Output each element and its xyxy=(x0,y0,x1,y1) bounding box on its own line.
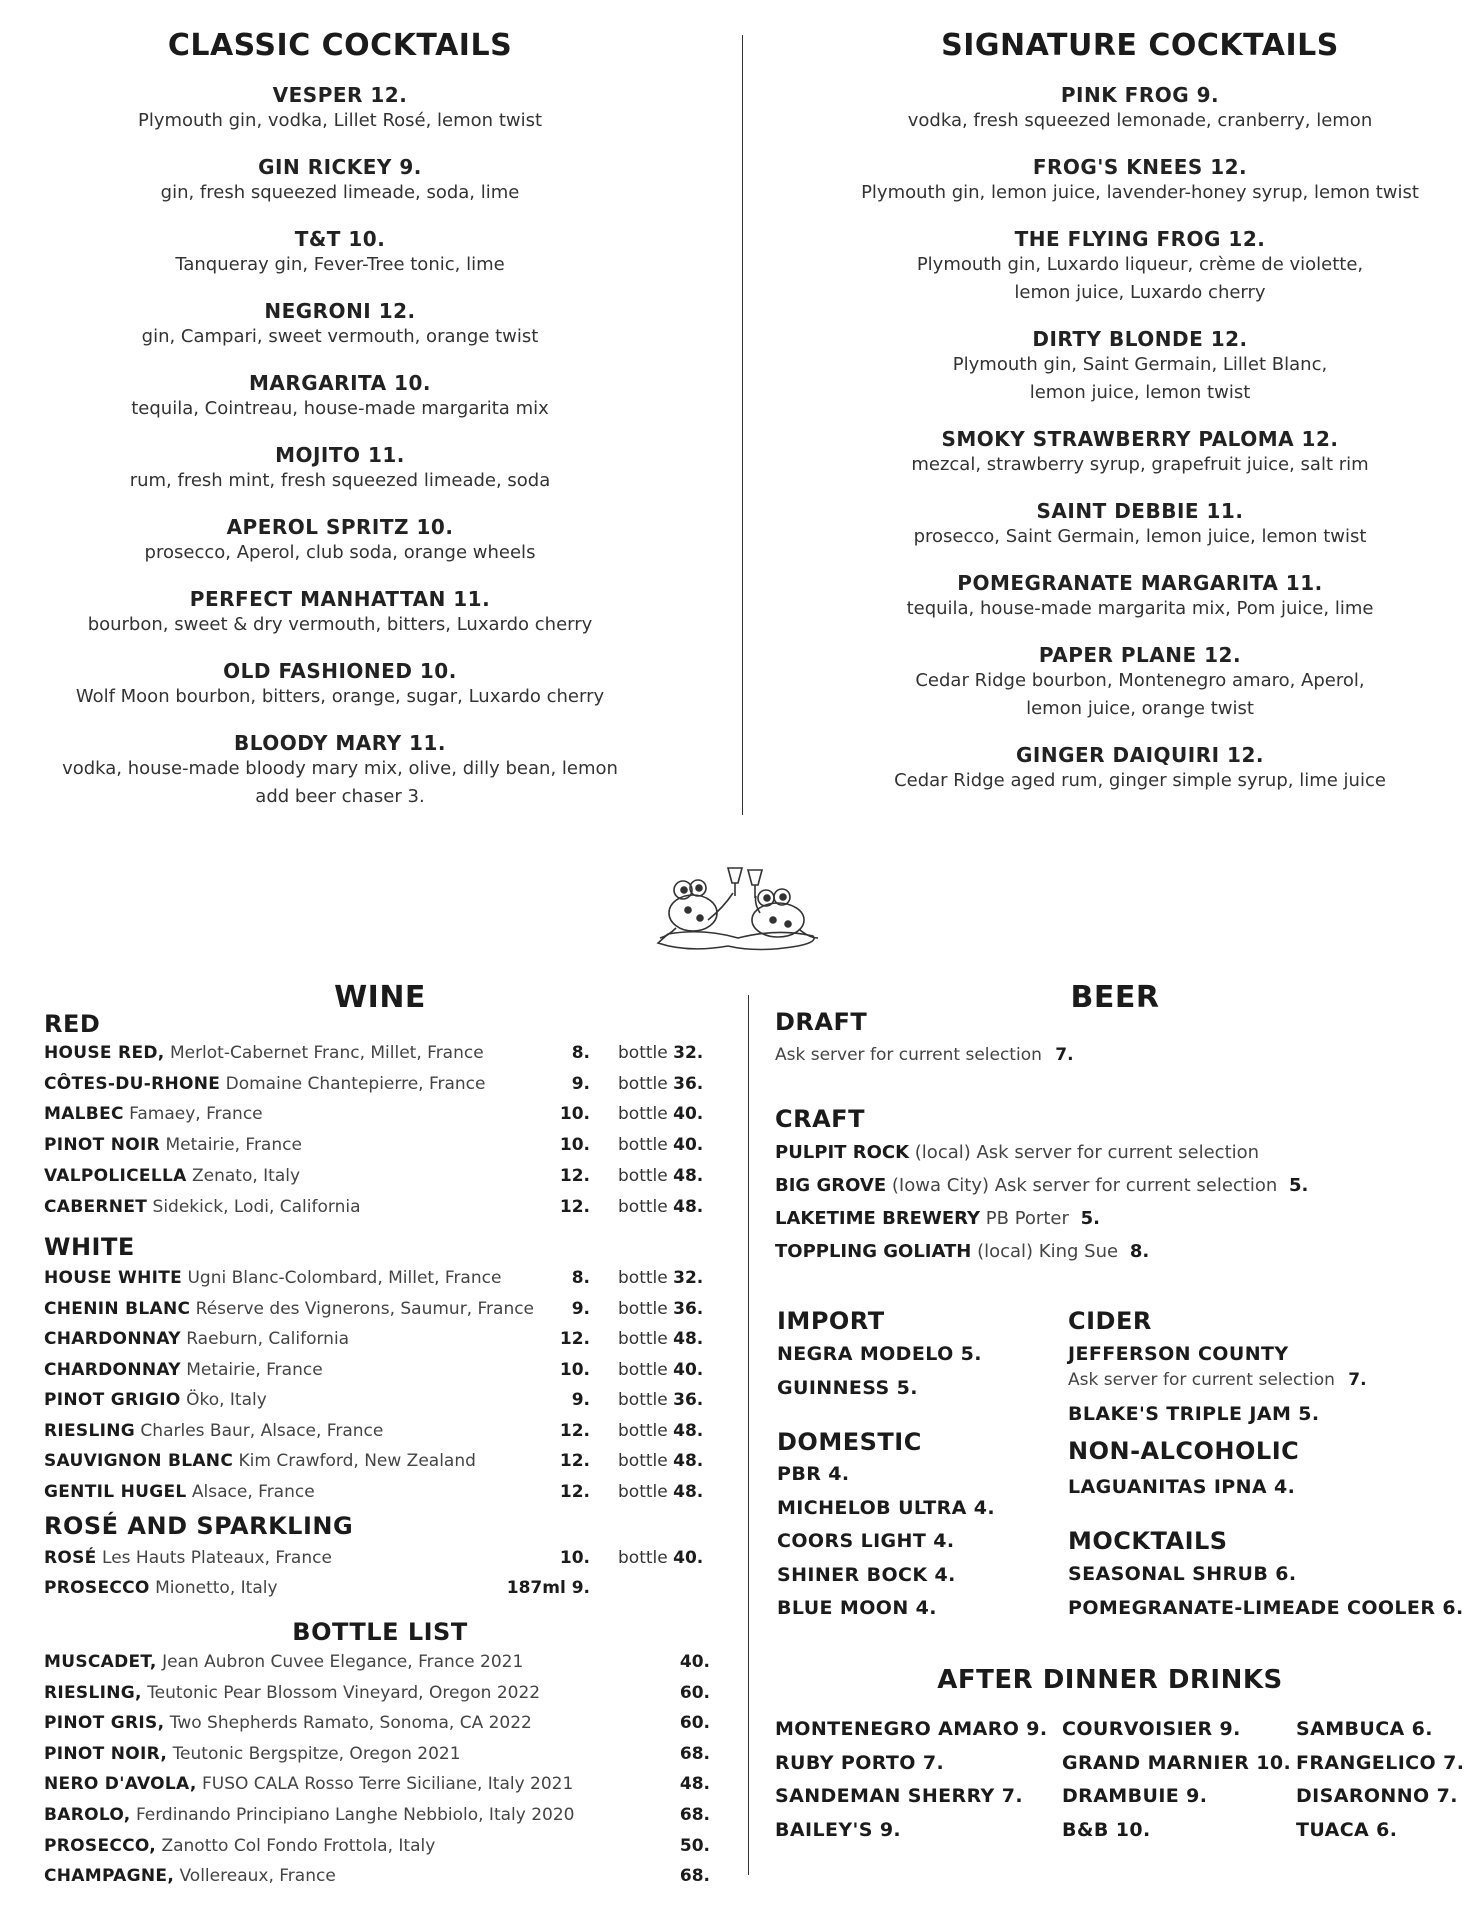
cider-heading: CIDER xyxy=(1068,1307,1152,1335)
wine-name: RIESLING xyxy=(44,1420,136,1441)
bottle-price-value: 48. xyxy=(673,1451,704,1471)
cocktail-item xyxy=(30,83,650,135)
glass-price: 12. xyxy=(559,1420,590,1441)
wine-description: Famaey, France xyxy=(129,1104,263,1125)
wine-name: PINOT NOIR xyxy=(44,1135,161,1156)
cocktail-item xyxy=(825,155,1455,207)
bottle-list-row xyxy=(44,1744,461,1764)
wine-name: CHARDONNAY xyxy=(44,1359,181,1380)
bottle-price-value: 48. xyxy=(673,1165,704,1186)
bottle-label: bottle xyxy=(618,1104,668,1125)
bottle-list-row xyxy=(44,1652,523,1672)
cocktail-name: SMOKY STRAWBERRY PALOMA 12. xyxy=(941,427,1339,451)
wine-row xyxy=(44,1421,383,1441)
bottle-label: bottle xyxy=(618,1481,668,1502)
draft-note xyxy=(775,1045,1074,1065)
cocktail-name: APEROL SPRITZ 10. xyxy=(226,515,454,539)
wine-name: HOUSE WHITE xyxy=(44,1268,183,1288)
wine-name: VALPOLICELLA xyxy=(44,1165,187,1186)
wine-row xyxy=(44,1451,476,1471)
domestic-item: MICHELOB ULTRA 4. xyxy=(777,1496,996,1519)
craft-heading: CRAFT xyxy=(775,1105,865,1133)
cocktail-description: tequila, Cointreau, house-made margarita mix xyxy=(131,398,549,419)
bottle-price-value: 40. xyxy=(673,1359,704,1380)
bottle-price-value: 32. xyxy=(673,1268,704,1288)
beer-description: (Iowa City) Ask server for current selection xyxy=(891,1175,1278,1196)
cocktail-description: tequila, house-made margarita mix, Pom juice, lime xyxy=(906,598,1374,619)
rose-sparkling-heading: ROSÉ AND SPARKLING xyxy=(44,1512,354,1540)
wine-title: WINE xyxy=(334,980,426,1015)
cocktails-divider xyxy=(742,35,743,815)
domestic-heading: DOMESTIC xyxy=(777,1428,922,1456)
cocktail-item xyxy=(825,327,1455,407)
bottle-price xyxy=(618,1104,703,1124)
beer-description: PB Porter xyxy=(985,1208,1069,1229)
wine-name: MUSCADET, xyxy=(44,1652,157,1672)
bottle-price xyxy=(618,1451,703,1471)
beer-price: 5. xyxy=(1289,1175,1309,1196)
wine-description: Teutonic Pear Blossom Vineyard, Oregon 2022 xyxy=(147,1682,541,1703)
cocktail-description: Cedar Ridge bourbon, Montenegro amaro, Aperol, xyxy=(915,670,1365,691)
cocktail-name: VESPER 12. xyxy=(272,83,408,107)
wine-name: PINOT GRIS, xyxy=(44,1713,165,1734)
cider-item: BLAKE'S TRIPLE JAM 5. xyxy=(1068,1403,1320,1425)
bottle-price-value: 40. xyxy=(673,1104,704,1125)
wine-name: CHAMPAGNE, xyxy=(44,1866,175,1887)
draft-heading: DRAFT xyxy=(775,1008,868,1036)
wine-row xyxy=(44,1197,361,1217)
bottle-price-value: 48. xyxy=(673,1481,704,1502)
beer-description: (local) King Sue xyxy=(977,1241,1119,1262)
wine-description: Zanotto Col Fondo Frottola, Italy xyxy=(161,1835,436,1856)
bottle-list-price: 40. xyxy=(679,1652,710,1672)
wine-description: FUSO CALA Rosso Terre Siciliane, Italy 2021 xyxy=(202,1774,574,1795)
bottle-list-price: 68. xyxy=(679,1805,710,1825)
wine-name: HOUSE RED, xyxy=(44,1043,165,1063)
wine-name: BAROLO, xyxy=(44,1805,131,1825)
draft-price: 7. xyxy=(1055,1045,1074,1065)
wine-description: Teutonic Bergspitze, Oregon 2021 xyxy=(172,1743,461,1764)
cocktail-item xyxy=(825,743,1455,795)
bottle-label: bottle xyxy=(618,1135,668,1156)
wine-description: Vollereaux, France xyxy=(179,1866,336,1887)
wine-description: Raeburn, California xyxy=(186,1329,350,1349)
bottle-list-row xyxy=(44,1774,573,1794)
beer-price: 5. xyxy=(1080,1208,1100,1229)
white-heading: WHITE xyxy=(44,1233,135,1261)
cocktail-item xyxy=(825,227,1455,307)
signature-cocktails-title: SIGNATURE COCKTAILS xyxy=(941,28,1339,63)
cocktail-description: gin, fresh squeezed limeade, soda, lime xyxy=(160,182,520,203)
wine-name: ROSÉ xyxy=(44,1548,97,1568)
cocktail-description: Cedar Ridge aged rum, ginger simple syrup, lime juice xyxy=(894,770,1386,791)
bottle-price xyxy=(618,1299,703,1319)
frogs-toasting-illustration xyxy=(648,858,828,958)
after-dinner-title: AFTER DINNER DRINKS xyxy=(937,1665,1283,1695)
cocktail-description: prosecco, Saint Germain, lemon juice, lemon twist xyxy=(913,526,1367,547)
wine-name: PROSECCO, xyxy=(44,1835,157,1856)
import-item: GUINNESS 5. xyxy=(777,1377,918,1399)
wine-description: Öko, Italy xyxy=(186,1390,267,1410)
bottle-price-value: 40. xyxy=(673,1548,704,1568)
bottle-label: bottle xyxy=(618,1451,668,1471)
wine-description: Ugni Blanc-Colombard, Millet, France xyxy=(187,1268,502,1288)
non-alcoholic-item: LAGUANITAS IPNA 4. xyxy=(1068,1476,1296,1498)
cocktail-item xyxy=(30,443,650,495)
cocktail-name: OLD FASHIONED 10. xyxy=(223,659,457,683)
mocktail-item: POMEGRANATE-LIMEADE COOLER 6. xyxy=(1068,1597,1464,1619)
bottle-price xyxy=(618,1135,703,1155)
cocktail-description: lemon juice, orange twist xyxy=(1026,698,1254,719)
glass-price: 8. xyxy=(571,1043,590,1063)
mocktail-item: SEASONAL SHRUB 6. xyxy=(1068,1563,1297,1585)
cocktail-description: rum, fresh mint, fresh squeezed limeade, soda xyxy=(129,470,551,491)
bottle-price-value: 32. xyxy=(673,1043,704,1063)
cocktail-description: Tanqueray gin, Fever-Tree tonic, lime xyxy=(175,254,505,275)
glass-price: 12. xyxy=(559,1165,590,1186)
after-dinner-item: FRANGELICO 7. xyxy=(1296,1751,1465,1774)
glass-price: 9. xyxy=(571,1073,590,1094)
cocktail-description: Plymouth gin, Saint Germain, Lillet Blanc, xyxy=(952,354,1328,375)
wine-description: Merlot-Cabernet Franc, Millet, France xyxy=(169,1043,484,1063)
wine-row xyxy=(44,1548,332,1568)
cocktail-description: Plymouth gin, lemon juice, lavender-honey syrup, lemon twist xyxy=(861,182,1419,203)
cocktail-item xyxy=(825,643,1455,723)
bottle-price-value: 36. xyxy=(673,1390,704,1410)
cocktail-name: PERFECT MANHATTAN 11. xyxy=(189,587,491,611)
after-dinner-item: B&B 10. xyxy=(1062,1818,1151,1841)
craft-beer-row xyxy=(775,1241,1149,1262)
bottle-price-value: 48. xyxy=(673,1420,704,1441)
bottle-price xyxy=(618,1043,703,1063)
cocktail-name: GIN RICKEY 9. xyxy=(258,155,422,179)
glass-price: 10. xyxy=(559,1104,590,1125)
beer-name: PULPIT ROCK xyxy=(775,1142,910,1163)
cocktail-name: GINGER DAIQUIRI 12. xyxy=(1016,743,1264,767)
wine-row xyxy=(44,1135,302,1155)
signature-cocktails-section xyxy=(825,28,1455,815)
beer-name: TOPPLING GOLIATH xyxy=(775,1241,972,1262)
bottle-price xyxy=(618,1421,703,1441)
cocktail-description: vodka, house-made bloody mary mix, olive, dilly bean, lemon xyxy=(62,758,618,779)
after-dinner-item: SANDEMAN SHERRY 7. xyxy=(775,1785,1023,1807)
glass-price: 12. xyxy=(559,1481,590,1502)
wine-description: Metairie, France xyxy=(186,1359,323,1380)
cocktail-name: FROG'S KNEES 12. xyxy=(1032,155,1248,179)
after-dinner-item: DISARONNO 7. xyxy=(1296,1785,1458,1807)
bottle-price xyxy=(618,1482,703,1502)
glass-price: 10. xyxy=(559,1548,590,1568)
after-dinner-item: BAILEY'S 9. xyxy=(775,1818,902,1841)
wine-row xyxy=(44,1578,278,1598)
wine-row xyxy=(44,1299,534,1319)
wine-description: Sidekick, Lodi, California xyxy=(152,1196,361,1217)
bottle-list-row xyxy=(44,1866,336,1886)
after-dinner-item: RUBY PORTO 7. xyxy=(775,1751,945,1774)
bottle-price xyxy=(618,1360,703,1380)
signature-cocktails-list xyxy=(825,83,1455,795)
wine-description: Zenato, Italy xyxy=(191,1165,301,1186)
glass-price: 12. xyxy=(559,1451,590,1471)
wine-name: NERO D'AVOLA, xyxy=(44,1774,197,1795)
bottle-label: bottle xyxy=(618,1043,668,1063)
cocktail-item xyxy=(30,155,650,207)
cocktail-name: NEGRONI 12. xyxy=(264,299,416,323)
wine-description: Réserve des Vignerons, Saumur, France xyxy=(195,1298,535,1319)
cocktail-name: SAINT DEBBIE 11. xyxy=(1036,499,1244,523)
beer-description: (local) Ask server for current selection xyxy=(914,1142,1260,1163)
cocktail-item xyxy=(825,499,1455,551)
import-item: NEGRA MODELO 5. xyxy=(777,1343,982,1365)
bottle-list-price: 50. xyxy=(679,1835,710,1856)
bottle-price xyxy=(618,1548,703,1568)
wine-name: GENTIL HUGEL xyxy=(44,1481,187,1502)
domestic-item: BLUE MOON 4. xyxy=(777,1597,937,1619)
cocktail-item xyxy=(30,659,650,711)
beer-title: BEER xyxy=(1070,980,1160,1015)
bottle-list-row xyxy=(44,1713,532,1733)
cocktail-description: mezcal, strawberry syrup, grapefruit juice, salt rim xyxy=(911,454,1369,475)
cocktail-name: THE FLYING FROG 12. xyxy=(1014,227,1266,251)
wine-row xyxy=(44,1360,323,1380)
bottle-price-value: 48. xyxy=(673,1329,704,1349)
wine-description: Charles Baur, Alsace, France xyxy=(140,1420,384,1441)
bottle-price-value: 40. xyxy=(673,1135,704,1156)
bottle-label: bottle xyxy=(618,1390,668,1410)
bottle-price xyxy=(618,1197,703,1217)
cocktail-name: MARGARITA 10. xyxy=(249,371,431,395)
wine-row xyxy=(44,1074,486,1094)
wine-row xyxy=(44,1166,300,1186)
cider-note-text: Ask server for current selection xyxy=(1068,1370,1335,1390)
after-dinner-item: GRAND MARNIER 10. xyxy=(1062,1751,1292,1774)
bottle-list-row xyxy=(44,1683,540,1703)
wine-description: Kim Crawford, New Zealand xyxy=(238,1451,476,1471)
cocktail-name: BLOODY MARY 11. xyxy=(234,731,446,755)
cocktail-item xyxy=(30,731,650,811)
bottle-list-row xyxy=(44,1836,435,1856)
after-dinner-item: MONTENEGRO AMARO 9. xyxy=(775,1718,1048,1740)
wine-name: SAUVIGNON BLANC xyxy=(44,1451,234,1471)
glass-price: 9. xyxy=(571,1298,590,1319)
beer-name: BIG GROVE xyxy=(775,1175,887,1196)
cocktail-item xyxy=(30,587,650,639)
bottle-price-value: 48. xyxy=(673,1196,704,1217)
after-dinner-item: DRAMBUIE 9. xyxy=(1062,1785,1208,1807)
cocktail-item xyxy=(30,371,650,423)
domestic-item: SHINER BOCK 4. xyxy=(777,1563,956,1586)
cocktail-name: PAPER PLANE 12. xyxy=(1038,643,1242,667)
cocktail-item xyxy=(30,515,650,567)
glass-price: 187ml 9. xyxy=(506,1578,590,1598)
bottle-list-price: 48. xyxy=(679,1774,710,1795)
cider-note xyxy=(1068,1370,1367,1390)
cocktail-name: MOJITO 11. xyxy=(275,443,405,467)
after-dinner-item: COURVOISIER 9. xyxy=(1062,1718,1241,1740)
cocktail-item xyxy=(30,227,650,279)
bottle-label: bottle xyxy=(618,1165,668,1186)
beer-name: LAKETIME BREWERY xyxy=(775,1208,981,1229)
cocktail-description: Plymouth gin, Luxardo liqueur, crème de violette, xyxy=(916,254,1364,275)
bottle-list-row xyxy=(44,1805,574,1825)
glass-price: 12. xyxy=(559,1196,590,1217)
wine-beer-divider xyxy=(748,995,749,1875)
wine-name: RIESLING, xyxy=(44,1682,142,1703)
bottle-price xyxy=(618,1268,703,1288)
cocktail-description: bourbon, sweet & dry vermouth, bitters, Luxardo cherry xyxy=(87,614,593,635)
wine-description: Metairie, France xyxy=(165,1135,302,1156)
bottle-label: bottle xyxy=(618,1548,668,1568)
cocktail-description: Plymouth gin, vodka, Lillet Rosé, lemon twist xyxy=(137,110,543,131)
mocktails-heading: MOCKTAILS xyxy=(1068,1527,1228,1555)
wine-row xyxy=(44,1043,484,1063)
wine-name: PINOT NOIR, xyxy=(44,1743,168,1764)
domestic-item: COORS LIGHT 4. xyxy=(777,1530,955,1552)
non-alcoholic-heading: NON-ALCOHOLIC xyxy=(1068,1437,1300,1465)
bottle-list-heading: BOTTLE LIST xyxy=(292,1618,468,1646)
bottle-price-value: 36. xyxy=(673,1298,704,1319)
wine-description: Two Shepherds Ramato, Sonoma, CA 2022 xyxy=(169,1713,532,1734)
bottle-list-price: 68. xyxy=(679,1866,710,1887)
cider-note-price: 7. xyxy=(1348,1370,1367,1390)
classic-cocktails-section xyxy=(30,28,650,831)
classic-cocktails-list xyxy=(30,83,650,811)
cocktail-description: vodka, fresh squeezed lemonade, cranberry, lemon xyxy=(907,110,1373,131)
cocktail-description: gin, Campari, sweet vermouth, orange twist xyxy=(141,326,539,347)
craft-beer-row xyxy=(775,1142,1259,1163)
bottle-label: bottle xyxy=(618,1359,668,1380)
bottle-list-price: 60. xyxy=(679,1713,710,1734)
wine-name: CHARDONNAY xyxy=(44,1329,181,1349)
wine-row xyxy=(44,1390,267,1410)
wine-description: Mionetto, Italy xyxy=(155,1578,278,1598)
bottle-label: bottle xyxy=(618,1196,668,1217)
wine-name: MALBEC xyxy=(44,1104,124,1125)
craft-beer-row xyxy=(775,1208,1100,1229)
bottle-list-price: 60. xyxy=(679,1682,710,1703)
cocktail-item xyxy=(825,83,1455,135)
draft-note-text: Ask server for current selection xyxy=(775,1045,1042,1065)
bottle-price xyxy=(618,1329,703,1349)
wine-description: Jean Aubron Cuvee Elegance, France 2021 xyxy=(162,1652,524,1672)
wine-description: Alsace, France xyxy=(191,1481,315,1502)
bottle-price xyxy=(618,1166,703,1186)
wine-name: CABERNET xyxy=(44,1196,148,1217)
wine-description: Ferdinando Principiano Langhe Nebbiolo, Italy 2020 xyxy=(135,1805,575,1825)
cocktail-description: Wolf Moon bourbon, bitters, orange, sugar, Luxardo cherry xyxy=(75,686,605,707)
bottle-price-value: 36. xyxy=(673,1073,704,1094)
cocktail-name: PINK FROG 9. xyxy=(1060,83,1220,107)
glass-price: 10. xyxy=(559,1135,590,1156)
glass-price: 12. xyxy=(559,1329,590,1349)
craft-beer-row xyxy=(775,1175,1308,1196)
cider-item: JEFFERSON COUNTY xyxy=(1068,1343,1289,1365)
cocktail-description: prosecco, Aperol, club soda, orange wheels xyxy=(144,542,536,563)
bottle-label: bottle xyxy=(618,1268,668,1288)
after-dinner-item: SAMBUCA 6. xyxy=(1296,1718,1433,1740)
glass-price: 10. xyxy=(559,1359,590,1380)
cocktail-name: DIRTY BLONDE 12. xyxy=(1032,327,1248,351)
cocktail-item xyxy=(825,427,1455,479)
wine-name: PROSECCO xyxy=(44,1578,150,1598)
bottle-label: bottle xyxy=(618,1329,668,1349)
cocktail-name: T&T 10. xyxy=(294,227,386,251)
wine-description: Les Hauts Plateaux, France xyxy=(102,1548,332,1568)
bottle-label: bottle xyxy=(618,1298,668,1319)
cocktail-item xyxy=(30,299,650,351)
red-heading: RED xyxy=(44,1010,101,1038)
wine-row xyxy=(44,1329,349,1349)
bottle-price xyxy=(618,1074,703,1094)
wine-row xyxy=(44,1482,315,1502)
wine-description: Domaine Chantepierre, France xyxy=(225,1073,486,1094)
cocktail-name: POMEGRANATE MARGARITA 11. xyxy=(957,571,1323,595)
wine-name: CHENIN BLANC xyxy=(44,1298,191,1319)
cocktail-description: lemon juice, Luxardo cherry xyxy=(1014,282,1266,303)
glass-price: 8. xyxy=(571,1268,590,1288)
cocktail-item xyxy=(825,571,1455,623)
bottle-list-price: 68. xyxy=(679,1743,710,1764)
wine-row xyxy=(44,1104,263,1124)
after-dinner-item: TUACA 6. xyxy=(1296,1818,1398,1841)
glass-price: 9. xyxy=(571,1390,590,1410)
wine-row xyxy=(44,1268,501,1288)
import-heading: IMPORT xyxy=(777,1307,885,1335)
cocktail-description: lemon juice, lemon twist xyxy=(1029,382,1251,403)
bottle-price xyxy=(618,1390,703,1410)
wine-name: PINOT GRIGIO xyxy=(44,1390,181,1410)
bottle-label: bottle xyxy=(618,1420,668,1441)
beer-price: 8. xyxy=(1129,1241,1150,1262)
classic-cocktails-title: CLASSIC COCKTAILS xyxy=(167,28,513,63)
domestic-item: PBR 4. xyxy=(777,1463,850,1485)
cocktail-description: add beer chaser 3. xyxy=(255,786,425,807)
bottle-label: bottle xyxy=(618,1073,668,1094)
wine-name: CÔTES-DU-RHONE xyxy=(44,1073,221,1094)
